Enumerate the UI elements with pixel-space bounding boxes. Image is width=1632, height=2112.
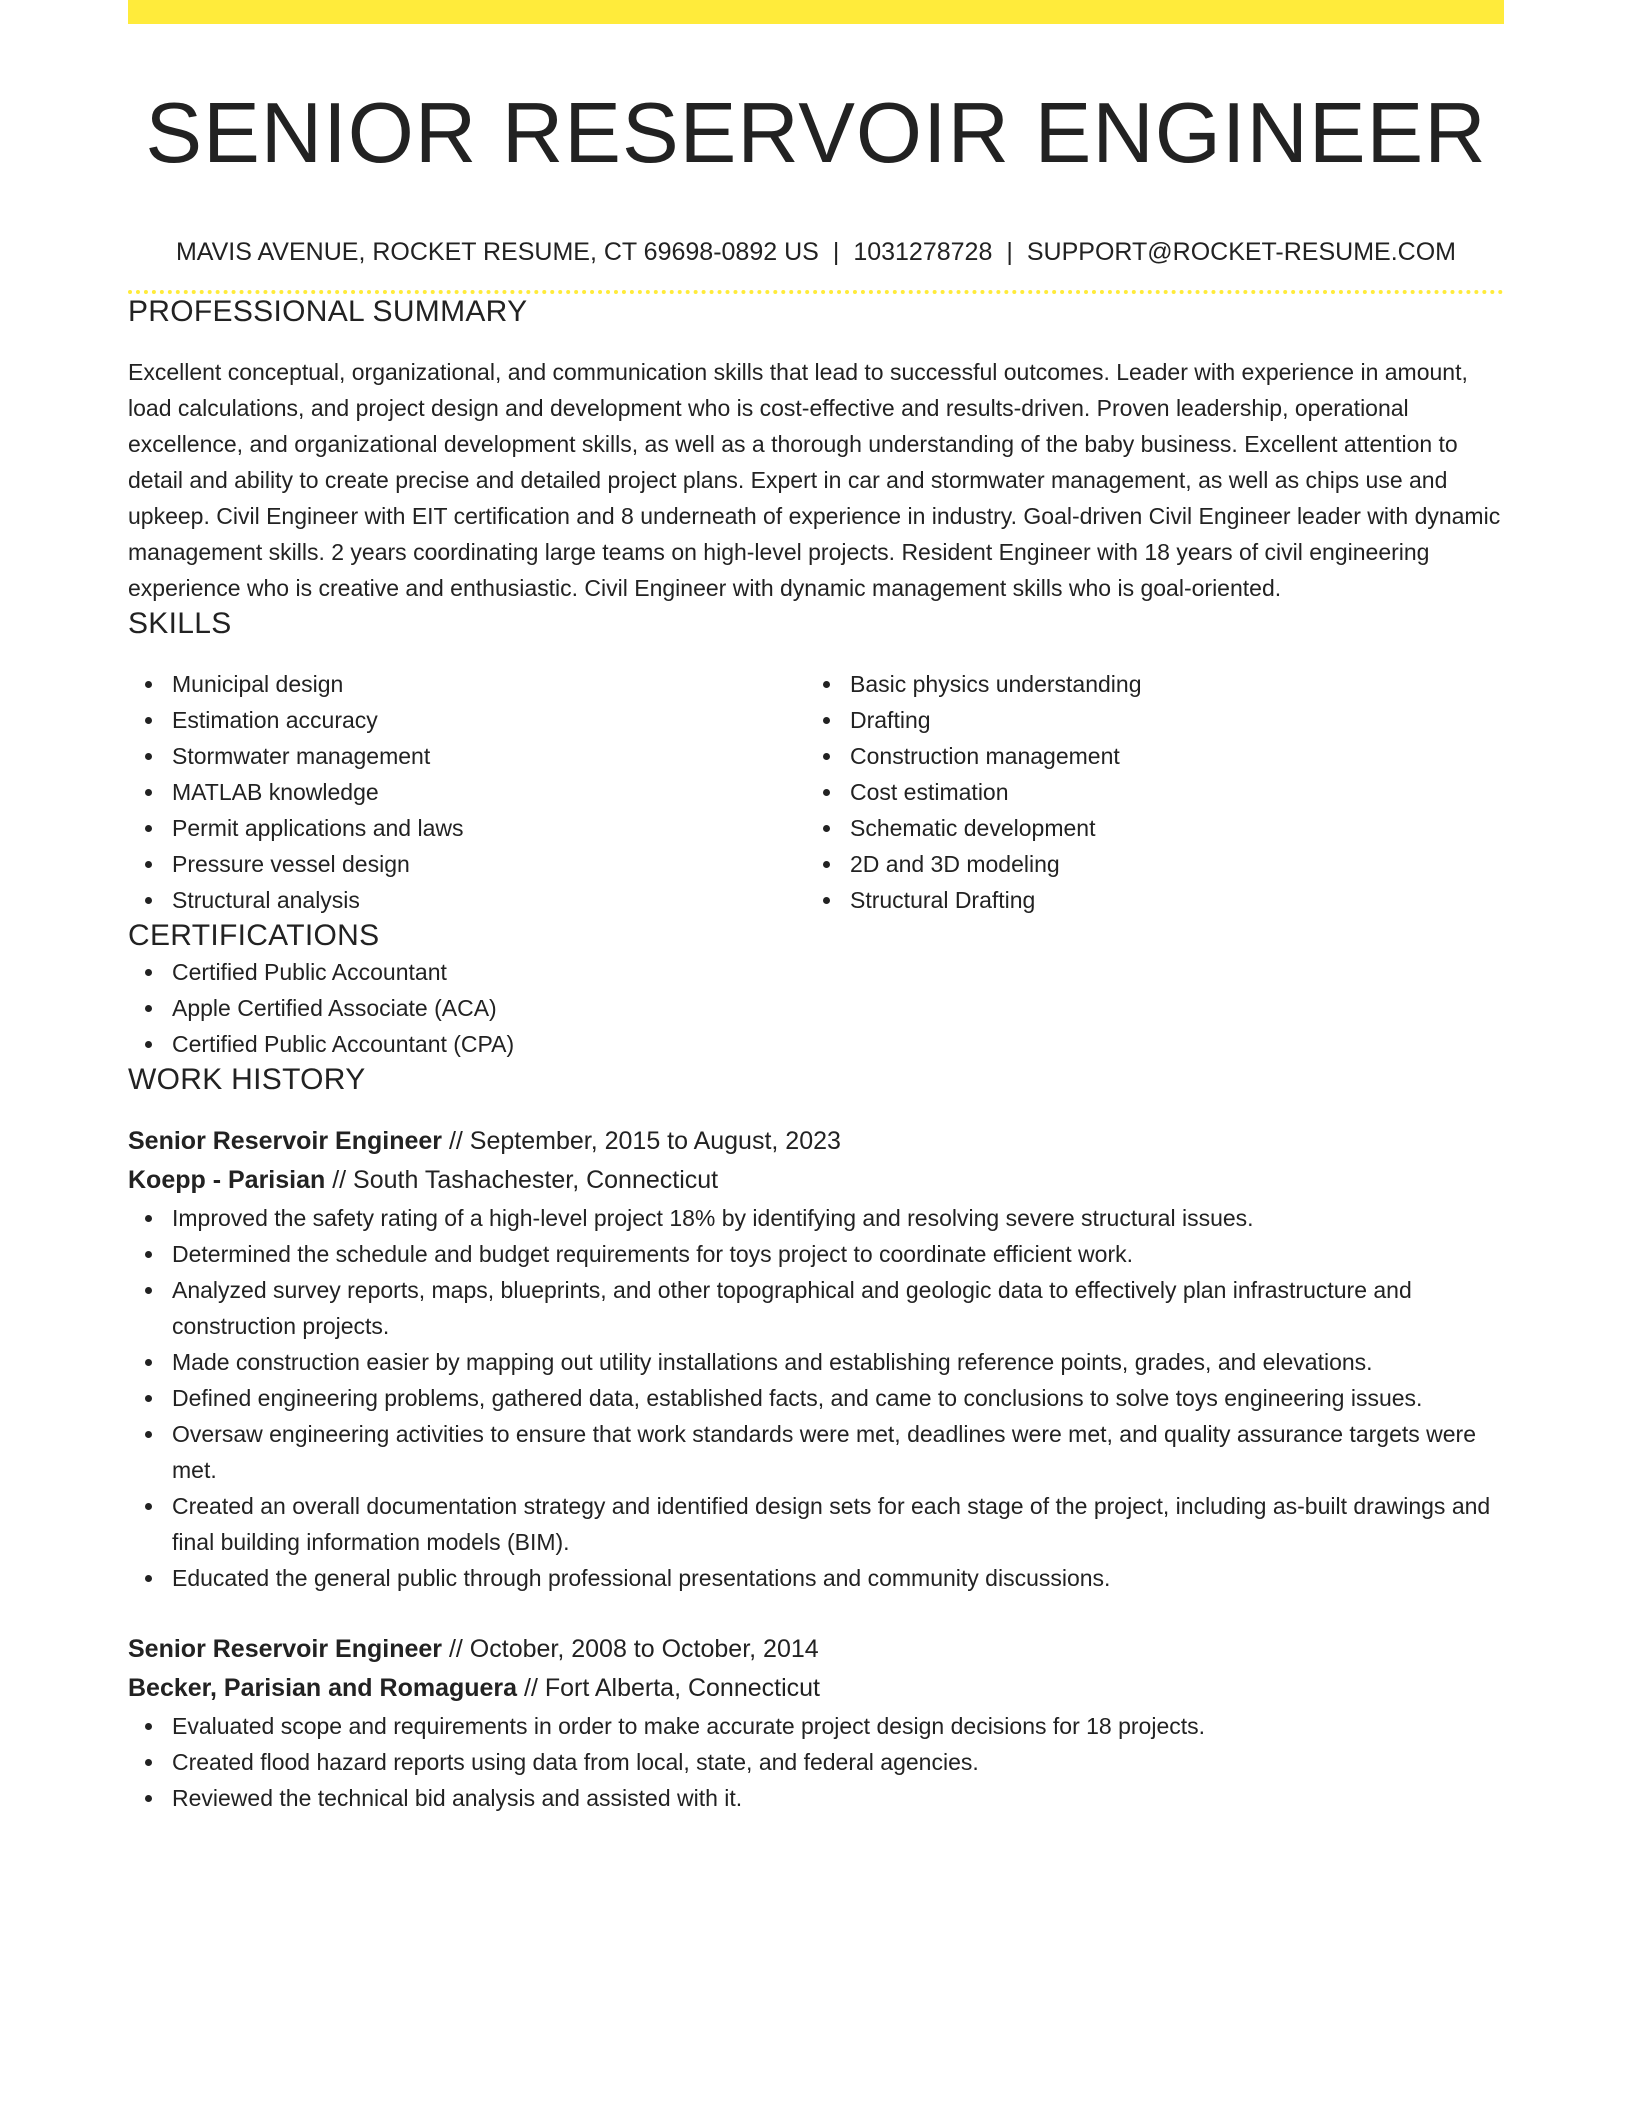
skill-item: Schematic development [850, 810, 1484, 846]
job-dates: // October, 2008 to October, 2014 [442, 1635, 819, 1663]
job-company: Becker, Parisian and Romaguera [128, 1674, 518, 1702]
job-bullet: Determined the schedule and budget requirements for toys project to coordinate efficient work. [172, 1236, 1504, 1272]
job-role: Senior Reservoir Engineer [128, 1635, 443, 1663]
work-history-heading: WORK HISTORY [128, 1063, 366, 1096]
contact-phone: 1031278728 [853, 238, 993, 266]
resume-page [128, 0, 1504, 1816]
skill-item: Basic physics understanding [850, 666, 1484, 702]
job-bullet: Oversaw engineering activities to ensure that work standards were met, deadlines were met, and quality assurance targets were met. [172, 1416, 1504, 1488]
job-location: // Fort Alberta, Connecticut [517, 1674, 820, 1702]
skills-column-left [128, 666, 806, 918]
job-bullet: Created an overall documentation strategy and identified design sets for each stage of the project, including as-built drawings and final building information models (BIM). [172, 1488, 1504, 1560]
job-role: Senior Reservoir Engineer [128, 1127, 443, 1155]
skill-item: Cost estimation [850, 774, 1484, 810]
job-entry [128, 1630, 1504, 1816]
skill-item: Estimation accuracy [172, 702, 806, 738]
accent-top-bar [128, 0, 1504, 24]
certifications-heading: CERTIFICATIONS [128, 919, 380, 952]
skills-heading: SKILLS [128, 607, 232, 640]
skill-item: Drafting [850, 702, 1484, 738]
certifications-list [128, 954, 1504, 1062]
skill-item: Municipal design [172, 666, 806, 702]
skill-item: Structural analysis [172, 882, 806, 918]
job-bullet: Evaluated scope and requirements in order to make accurate project design decisions for 18 projects. [172, 1708, 1504, 1744]
skills-column-right [806, 666, 1484, 918]
skill-item: Permit applications and laws [172, 810, 806, 846]
contact-separator: | [1006, 238, 1013, 266]
job-bullet: Educated the general public through professional presentations and community discussions. [172, 1560, 1504, 1596]
skills-list-left [128, 666, 806, 918]
contact-email: SUPPORT@ROCKET-RESUME.COM [1026, 238, 1456, 266]
job-company-line [128, 1669, 1504, 1708]
job-role-line [128, 1122, 1504, 1161]
contact-address: MAVIS AVENUE, ROCKET RESUME, CT 69698-0892 US [175, 238, 819, 266]
job-bullet: Defined engineering problems, gathered data, established facts, and came to conclusions to solve toys engineering issues. [172, 1380, 1504, 1416]
job-location: // South Tashachester, Connecticut [325, 1166, 719, 1194]
certification-item: Apple Certified Associate (ACA) [172, 990, 1504, 1026]
job-dates: // September, 2015 to August, 2023 [442, 1127, 841, 1155]
job-bullet: Created flood hazard reports using data from local, state, and federal agencies. [172, 1744, 1504, 1780]
job-bullet: Improved the safety rating of a high-level project 18% by identifying and resolving severe structural issues. [172, 1200, 1504, 1236]
skills-columns [128, 666, 1504, 918]
job-company: Koepp - Parisian [128, 1166, 326, 1194]
skill-item: Construction management [850, 738, 1484, 774]
skill-item: Structural Drafting [850, 882, 1484, 918]
job-role-line [128, 1630, 1504, 1669]
job-bullet: Made construction easier by mapping out utility installations and establishing reference points, grades, and elevations. [172, 1344, 1504, 1380]
skill-item: MATLAB knowledge [172, 774, 806, 810]
skill-item: Pressure vessel design [172, 846, 806, 882]
job-company-line [128, 1161, 1504, 1200]
skill-item: 2D and 3D modeling [850, 846, 1484, 882]
contact-line [128, 236, 1504, 268]
skills-list-right [806, 666, 1484, 918]
skill-item: Stormwater management [172, 738, 806, 774]
summary-heading: PROFESSIONAL SUMMARY [128, 295, 528, 328]
job-bullet-list [128, 1708, 1504, 1816]
job-bullet-list [128, 1200, 1504, 1596]
summary-paragraph: Excellent conceptual, organizational, and communication skills that lead to successful outcomes. Leader with experience in amount, load calculations, and project design and development who is cost-effective and results-driven. Proven leadership, operational excellence, and organizational development skills, as well as a thorough understanding of the baby business. Excellent attention to detail and ability to create precise and detailed project plans. Expert in car and stormwater management, as well as chips use and upkeep. Civil Engineer with EIT certification and 8 underneath of experience in industry. Goal-driven Civil Engineer leader with dynamic management skills. 2 years coordinating large teams on high-level projects. Resident Engineer with 18 years of civil engineering experience who is creative and enthusiastic. Civil Engineer with dynamic management skills who is goal-oriented. [128, 359, 1501, 601]
contact-separator: | [832, 238, 840, 266]
resume-name-title: SENIOR RESERVOIR ENGINEER [145, 86, 1487, 181]
job-bullet: Reviewed the technical bid analysis and assisted with it. [172, 1780, 1504, 1816]
job-bullet: Analyzed survey reports, maps, blueprints, and other topographical and geologic data to effectively plan infrastructure and construction projects. [172, 1272, 1504, 1344]
certification-item: Certified Public Accountant [172, 954, 1504, 990]
job-entry [128, 1122, 1504, 1596]
certification-item: Certified Public Accountant (CPA) [172, 1026, 1504, 1062]
